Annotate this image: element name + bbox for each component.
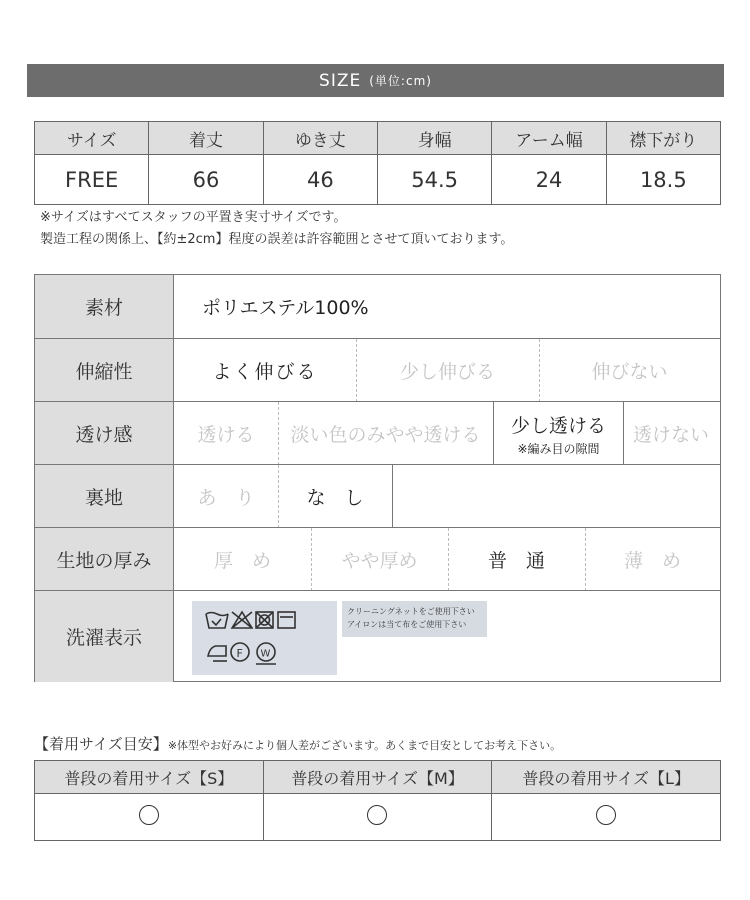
sheer-option-selected — [493, 402, 624, 465]
fit-cell — [263, 794, 492, 841]
fit-col-header: 普段の着用サイズ【L】 — [492, 761, 721, 794]
size-col-header: 襟下がり — [606, 122, 720, 155]
line-dry-icon — [278, 612, 295, 628]
thickness-option: 厚 め — [174, 528, 312, 591]
fit-guide-header-row — [35, 761, 721, 794]
stretch-row — [35, 338, 720, 402]
fit-cell — [492, 794, 721, 841]
fit-guide-note: ※体型やお好みにより個人差がございます。あくまで目安としてお考え下さい。 — [167, 739, 562, 752]
size-table-header-row — [35, 122, 721, 155]
fit-cell — [35, 794, 264, 841]
stretch-option: 伸びない — [591, 361, 668, 383]
iron-low-icon — [208, 646, 227, 661]
thickness-option: やや厚め — [311, 528, 449, 591]
lining-label: 裏地 — [35, 465, 174, 528]
sheer-row — [35, 401, 720, 465]
stretch-label: 伸縮性 — [35, 339, 174, 402]
lining-row — [35, 464, 720, 528]
size-col-header: 着丈 — [149, 122, 263, 155]
size-cell: FREE — [35, 155, 149, 205]
size-note-2: 製造工程の関係上、【約±2cm】程度の誤差は許容範囲とさせて頂いております。 — [40, 232, 514, 247]
care-tag-line-1: クリーニングネットをご使用下さい — [347, 607, 475, 616]
fit-col-header: 普段の着用サイズ【S】 — [35, 761, 264, 794]
care-tag-line-2: アイロンは当て布をご使用下さい — [347, 620, 467, 629]
material-value: ポリエステル100% — [202, 297, 369, 319]
fit-guide-heading — [34, 733, 561, 754]
size-col-header: サイズ — [35, 122, 149, 155]
size-col-header: アーム幅 — [492, 122, 606, 155]
care-row — [35, 590, 720, 682]
fit-guide-table — [34, 760, 721, 841]
size-col-header: ゆき丈 — [263, 122, 377, 155]
size-note-1: ※サイズはすべてスタッフの平置き実寸サイズです。 — [40, 210, 347, 225]
sheer-selected-note: ※編み目の隙間 — [517, 441, 600, 456]
thickness-label: 生地の厚み — [35, 528, 174, 591]
stretch-option-selected: よく伸びる — [174, 339, 357, 402]
no-tumble-dry-icon — [256, 612, 273, 628]
thickness-option-selected: 普 通 — [448, 528, 586, 591]
svg-text:F: F — [236, 647, 243, 660]
size-header-bar — [27, 64, 724, 97]
size-cell: 66 — [149, 155, 263, 205]
fit-guide-row — [35, 794, 721, 841]
care-label: 洗濯表示 — [35, 591, 174, 682]
material-row — [35, 275, 720, 338]
sheer-option: 透ける — [174, 402, 279, 465]
size-table — [34, 121, 721, 205]
wash-30-hand-icon — [206, 613, 228, 629]
care-symbols-photo — [192, 601, 337, 675]
fit-guide-title: 【着用サイズ目安】 — [34, 735, 168, 753]
material-table — [34, 274, 721, 682]
size-cell: 46 — [263, 155, 377, 205]
sheer-option: 淡い色のみやや透ける — [278, 402, 494, 465]
size-cell: 18.5 — [606, 155, 720, 205]
fit-col-header: 普段の着用サイズ【M】 — [263, 761, 492, 794]
sheer-option: 透けない — [632, 424, 709, 446]
sheer-label: 透け感 — [35, 402, 174, 465]
thickness-row — [35, 527, 720, 591]
sheer-selected-label: 少し透ける — [510, 414, 606, 437]
size-cell: 24 — [492, 155, 606, 205]
stretch-option: 少し伸びる — [356, 339, 540, 402]
no-bleach-icon — [232, 612, 252, 628]
circle-icon — [596, 805, 616, 825]
material-label: 素材 — [35, 275, 174, 338]
circle-icon — [139, 805, 159, 825]
size-unit: (単位:cm) — [369, 74, 432, 88]
size-table-row — [35, 155, 721, 205]
thickness-option: 薄 め — [623, 550, 681, 572]
size-title: SIZE — [319, 70, 362, 91]
lining-option: あ り — [174, 465, 279, 528]
size-cell: 54.5 — [377, 155, 491, 205]
lining-option-selected: な し — [278, 465, 393, 528]
size-col-header: 身幅 — [377, 122, 491, 155]
circle-icon — [367, 805, 387, 825]
svg-text:W: W — [260, 648, 271, 660]
care-instructions-tag — [342, 601, 487, 637]
